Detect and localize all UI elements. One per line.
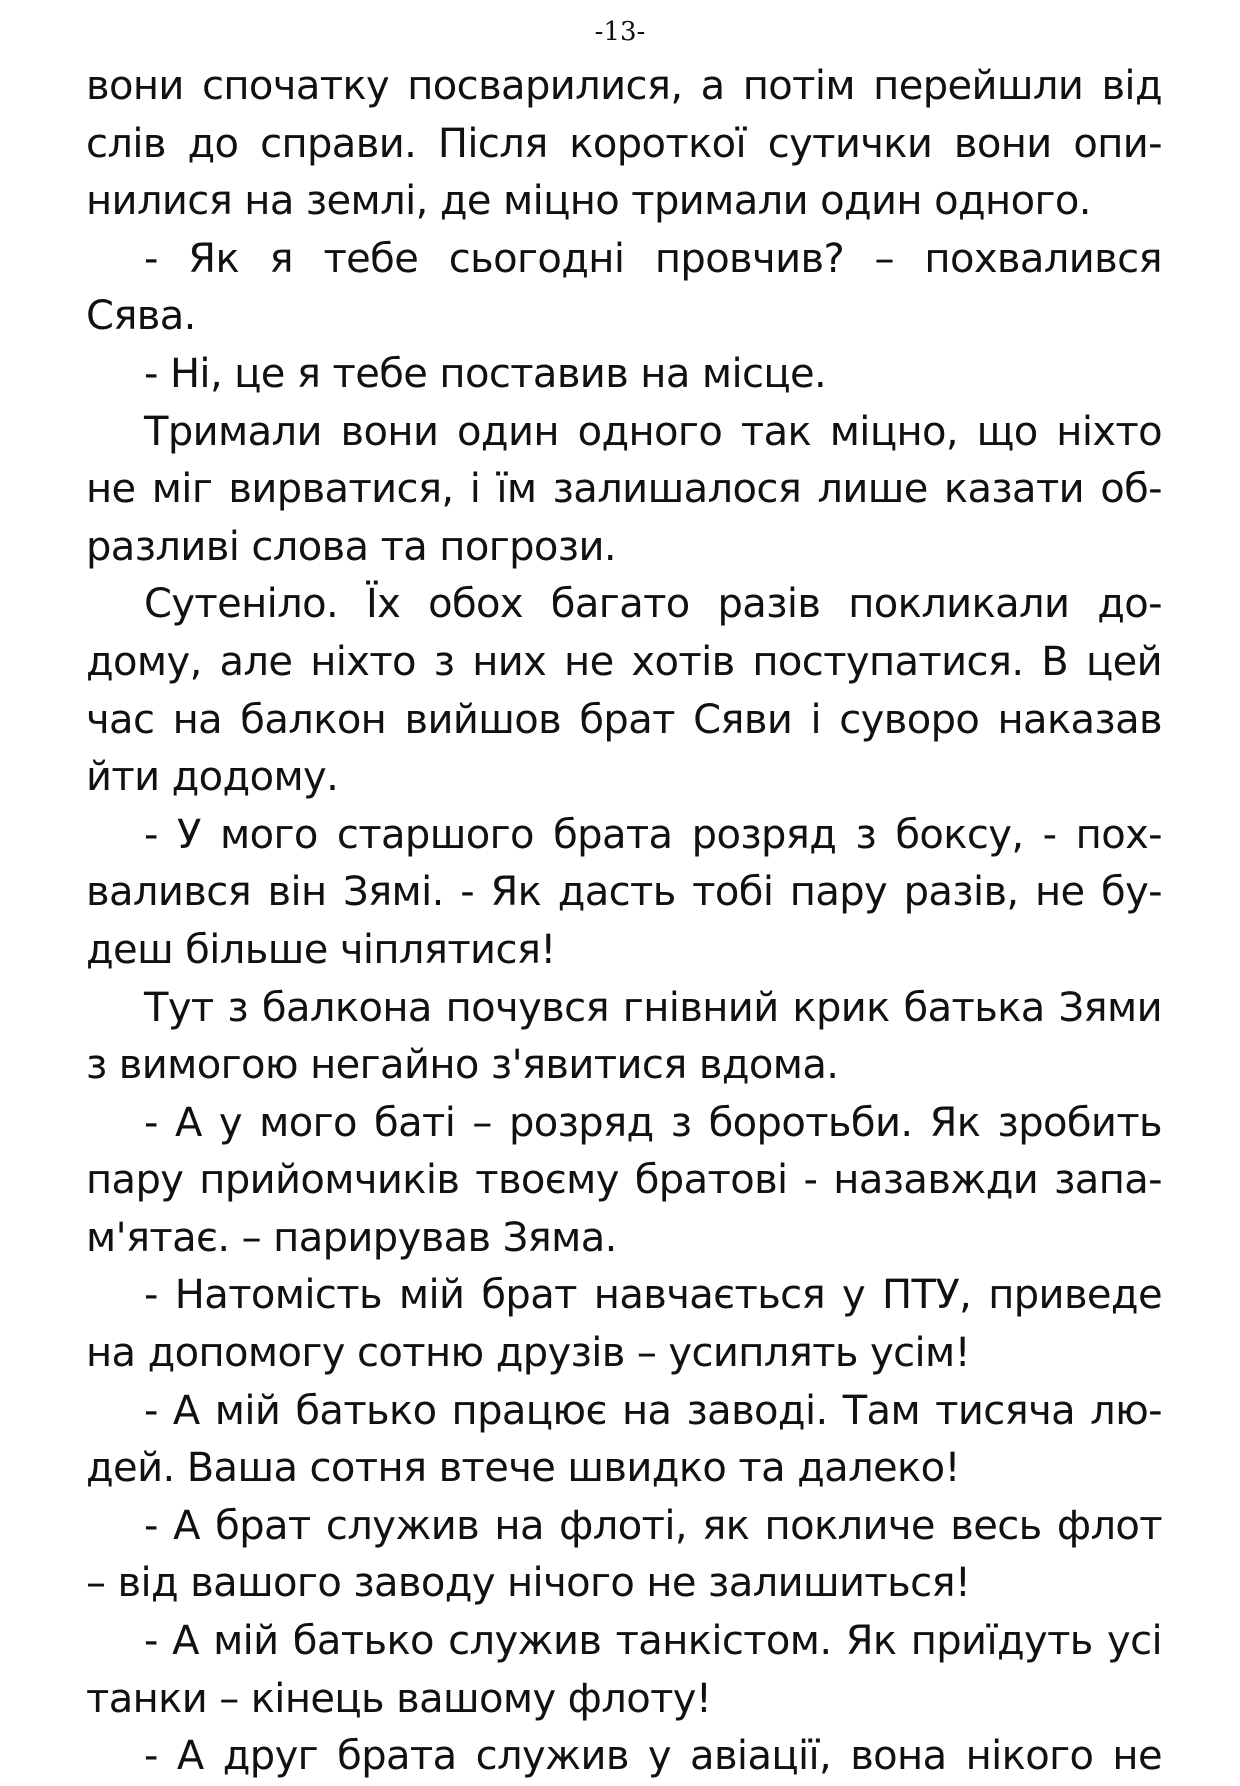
text-line: дей. Ваша сотня втече швидко та далеко! bbox=[86, 1445, 960, 1492]
text-line: - Як я тебе сьогодні провчив? – похвалився bbox=[144, 235, 1162, 282]
text-line: Тут з балкона почувся гнівний крик батька Зями bbox=[144, 984, 1162, 1031]
text-line: - А друг брата служив у авіації, вона нікого не bbox=[144, 1733, 1162, 1780]
text-line: - А у мого баті – розряд з боротьби. Як зробить bbox=[144, 1099, 1162, 1146]
text-line: слів до справи. Після короткої сутички вони опи- bbox=[86, 120, 1162, 167]
text-line: не міг вирватися, і їм залишалося лише казати об- bbox=[86, 466, 1162, 513]
text-line: м'ятає. – парирував Зяма. bbox=[86, 1214, 617, 1261]
text-line: - А мій батько працює на заводі. Там тисяча лю- bbox=[144, 1387, 1162, 1434]
text-line: час на балкон вийшов брат Сяви і суворо наказав bbox=[86, 696, 1162, 743]
text-line: - А мій батько служив танкістом. Як приїдуть усі bbox=[144, 1618, 1162, 1665]
text-line: на допомогу сотню друзів – усиплять усім! bbox=[86, 1330, 971, 1377]
text-line: дому, але ніхто з них не хотів поступатися. В цей bbox=[86, 638, 1162, 685]
text-line: з вимогою негайно з'явитися вдома. bbox=[86, 1042, 839, 1089]
document-body bbox=[86, 58, 1162, 1786]
text-line: - А брат служив на флоті, як покличе весь флот bbox=[144, 1502, 1162, 1549]
text-line: - Натомість мій брат навчається у ПТУ, приведе bbox=[144, 1272, 1162, 1319]
text-line: - Ні, це я тебе поставив на місце. bbox=[144, 350, 827, 397]
page-number: -13- bbox=[594, 17, 646, 47]
text-line: пару прийомчиків твоєму братові - назавжди запа- bbox=[86, 1157, 1162, 1204]
text-line: танки – кінець вашому флоту! bbox=[86, 1675, 712, 1722]
text-line: йти додому. bbox=[86, 754, 339, 801]
text-line: разливі слова та погрози. bbox=[86, 523, 616, 570]
text-line: Сява. bbox=[86, 293, 196, 340]
text-line: деш більше чіплятися! bbox=[86, 926, 556, 973]
text-line: Сутеніло. Їх обох багато разів покликали до- bbox=[144, 581, 1162, 628]
text-line: нилися на землі, де міцно тримали один одного. bbox=[86, 178, 1091, 225]
text-line: Тримали вони один одного так міцно, що ніхто bbox=[144, 408, 1162, 455]
text-line: - У мого старшого брата розряд з боксу, - пох- bbox=[144, 811, 1162, 858]
text-line: вони спочатку посварилися, а потім перейшли від bbox=[86, 63, 1162, 109]
text-line: валився він Зямі. - Як дасть тобі пару разів, не бу- bbox=[86, 869, 1162, 916]
text-line: – від вашого заводу нічого не залишиться! bbox=[86, 1560, 971, 1607]
